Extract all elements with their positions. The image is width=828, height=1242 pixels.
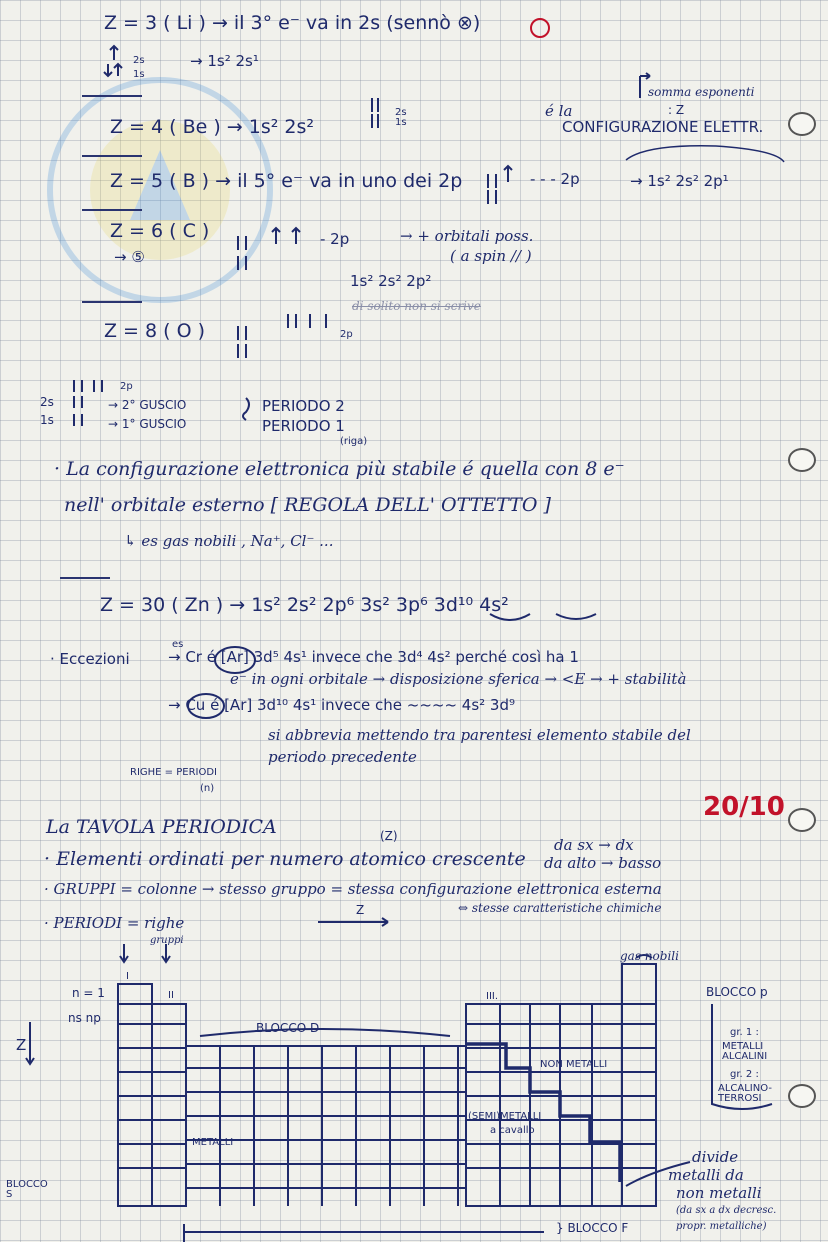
semimetalli-label: (SEMI)METALLI bbox=[468, 1111, 542, 1122]
z4-line: Z = 4 ( Be ) → 1s² 2s² bbox=[110, 116, 315, 138]
z6-config: 1s² 2s² 2p² bbox=[350, 272, 432, 290]
periodo-2: PERIODO 2 bbox=[262, 397, 345, 415]
eccezione-cr: → Cr é [Ar] 3d⁵ 4s¹ invece che 3d⁴ 4s² perché così ha 1 bbox=[168, 648, 579, 666]
tavola-line-3: ⇔ stesse caratteristiche chimiche bbox=[458, 901, 662, 915]
tavola-line-2: · GRUPPI = colonne → stesso gruppo = stessa configurazione elettronica esterna bbox=[44, 880, 662, 898]
z6-strike-note: di solito non si scrive bbox=[352, 299, 481, 313]
tavola-z-paren: (Z) bbox=[380, 829, 398, 843]
righe-n: (n) bbox=[200, 783, 215, 794]
blocco-p-label: BLOCCO p bbox=[706, 985, 768, 999]
gruppi-label: gruppi bbox=[150, 935, 184, 946]
eccezioni-label: · Eccezioni bbox=[50, 650, 130, 668]
z6-note-orbitali: → + orbitali poss. bbox=[400, 227, 534, 245]
ottetto-line-2: nell' orbitale esterno [ REGOLA DELL' OTTETTO ] bbox=[64, 494, 551, 516]
orbital-1s-label: 1s bbox=[133, 69, 145, 80]
z6-note-spin: ( a spin // ) bbox=[450, 247, 532, 265]
tavola-z-arrow-label: Z bbox=[356, 903, 365, 917]
shell-1s-label: 1s bbox=[40, 413, 54, 427]
eccezione-cr-2: e⁻ in ogni orbitale → disposizione sferica → <E → + stabilità bbox=[230, 670, 687, 688]
z3-config: → 1s² 2s¹ bbox=[190, 52, 259, 70]
gr1-label: gr. 1 : bbox=[730, 1027, 759, 1038]
zn-line: Z = 30 ( Zn ) → 1s² 2s² 2p⁶ 3s² 3p⁶ 3d¹⁰ 4s² bbox=[100, 594, 509, 616]
guscio-2: → 2° GUSCIO bbox=[108, 398, 187, 412]
non-metalli-label: NON METALLI bbox=[540, 1059, 608, 1070]
a-cavallo-label: a cavallo bbox=[490, 1125, 535, 1136]
z4-orbitals: 2s 1s bbox=[395, 107, 407, 128]
alcalini-label: METALLI ALCALINI bbox=[722, 1041, 768, 1062]
tavola-line-1: · Elementi ordinati per numero atomico crescente bbox=[44, 848, 526, 870]
abbrev-note-1: si abbrevia mettendo tra parentesi elemento stabile del bbox=[268, 726, 691, 744]
z6-circle: → ⑤ bbox=[114, 248, 145, 266]
group-iii-label: III. bbox=[486, 991, 499, 1002]
tavola-dir-1: da sx → dx bbox=[554, 836, 634, 854]
divide-2: metalli da bbox=[668, 1166, 744, 1184]
orbital-2s-label: 2s bbox=[133, 55, 145, 66]
gas-nobili-label: gas nobili bbox=[620, 949, 679, 963]
z8-line: Z = 8 ( O ) bbox=[104, 320, 206, 342]
tavola-line-4: · PERIODI = righe bbox=[44, 914, 185, 932]
annotation-configurazione: CONFIGURAZIONE ELETTR. bbox=[562, 118, 764, 136]
divide-1: divide bbox=[692, 1148, 739, 1166]
blocco-s-label: BLOCCO S bbox=[6, 1179, 48, 1200]
blocco-f-label: } BLOCCO F bbox=[556, 1221, 629, 1235]
n1-label: n = 1 bbox=[72, 986, 105, 1000]
blocco-d-label: BLOCCO D bbox=[256, 1021, 320, 1035]
guscio-1: → 1° GUSCIO bbox=[108, 417, 187, 431]
annotation-somma: somma esponenti bbox=[648, 85, 755, 99]
annotation-e-la: é la bbox=[545, 102, 573, 120]
z-axis-label: Z bbox=[16, 1036, 27, 1054]
z5-p-label: - - - 2p bbox=[530, 170, 580, 188]
metalli-label: METALLI bbox=[192, 1137, 234, 1148]
alcalino-terrosi-label: ALCALINO-TERROSI bbox=[718, 1083, 772, 1104]
tavola-title: La TAVOLA PERIODICA bbox=[46, 816, 277, 838]
tavola-dir-2: da alto → basso bbox=[544, 854, 662, 872]
z6-p-label: - 2p bbox=[320, 230, 350, 248]
z5-config: → 1s² 2s² 2p¹ bbox=[630, 172, 729, 190]
z6-line: Z = 6 ( C ) bbox=[110, 220, 210, 242]
z8-p-label: 2p bbox=[340, 329, 353, 340]
shell-2s-label: 2s bbox=[40, 395, 54, 409]
eccezioni-es: es bbox=[172, 639, 184, 650]
date-label: 20/10 bbox=[703, 792, 785, 822]
ottetto-line-3: ↳ es gas nobili , Na⁺, Cl⁻ ... bbox=[124, 532, 334, 550]
ottetto-line-1: · La configurazione elettronica più stabile é quella con 8 e⁻ bbox=[54, 458, 625, 480]
shell-2p-label: 2p bbox=[120, 381, 133, 392]
abbrev-note-2: periodo precedente bbox=[268, 748, 417, 766]
orbital-arrow bbox=[110, 46, 118, 60]
divide-4: (da sx a dx decresc. bbox=[676, 1205, 777, 1216]
z5-line: Z = 5 ( B ) → il 5° e⁻ va in uno dei 2p bbox=[110, 170, 463, 192]
righe-periodi: RIGHE = PERIODI bbox=[130, 767, 217, 778]
nsnp-label: ns np bbox=[68, 1011, 101, 1025]
divide-5: propr. metalliche) bbox=[676, 1221, 767, 1232]
group-i-label: I bbox=[126, 971, 129, 982]
periodo-1: PERIODO 1 bbox=[262, 417, 345, 435]
divide-3: non metalli bbox=[676, 1184, 762, 1202]
riga-note: (riga) bbox=[340, 436, 368, 447]
group-ii-label: II bbox=[168, 990, 174, 1001]
annotation-eqz: : Z bbox=[668, 103, 685, 117]
z3-line: Z = 3 ( Li ) → il 3° e⁻ va in 2s (sennò ⊗) bbox=[104, 12, 481, 34]
gr2-label: gr. 2 : bbox=[730, 1069, 759, 1080]
eccezione-cu: → Cu é [Ar] 3d¹⁰ 4s¹ invece che ~~~~ 4s² 3d⁹ bbox=[168, 696, 516, 714]
